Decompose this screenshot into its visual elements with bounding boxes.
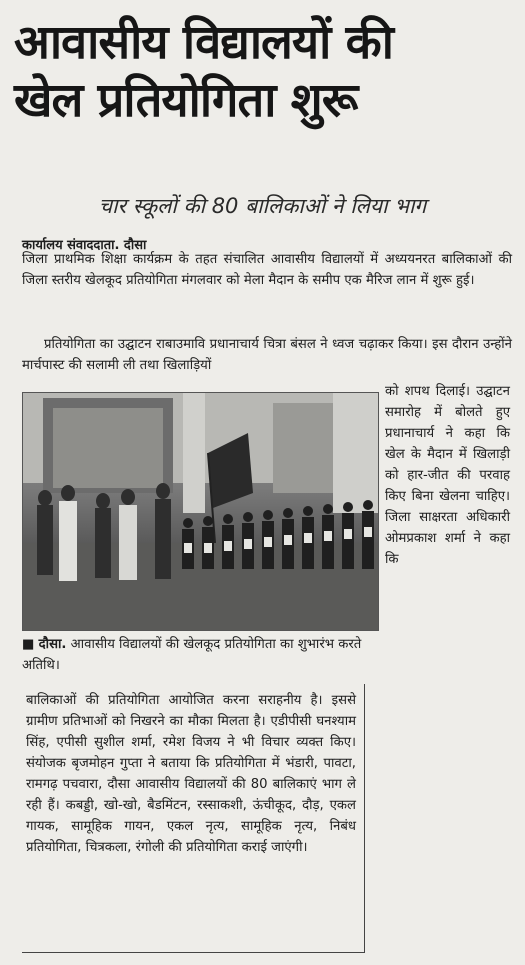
- news-photo: [22, 392, 379, 631]
- march-past-photo: [23, 393, 378, 630]
- headline: [14, 14, 514, 130]
- headline-line-2: खेल प्रतियोगिता शुरू: [14, 73, 358, 128]
- caption-bullet-icon: ■: [22, 637, 35, 652]
- caption-text: आवासीय विद्यालयों की खेलकूद प्रतियोगिता का शुभारंभ करते अतिथि।: [22, 637, 362, 673]
- dateline: कार्यालय संवाददाता. दौसा: [22, 238, 147, 253]
- photo-caption: [22, 634, 382, 676]
- caption-place: दौसा.: [38, 637, 67, 652]
- side-column-text: को शपथ दिलाई। उद्घाटन समारोह में बोलते हुए प्रधानाचार्य ने कहा कि खेल के मैदान में खिलाड़ी को हार-जीत की परवाह किए बिना खेलना चाहिए। जिला साक्षरता अधिकारी ओमप्रकाश शर्मा ने कहा कि: [385, 384, 510, 567]
- headline-line-1: आवासीय विद्यालयों की: [14, 15, 393, 70]
- subheadline: चार स्कूलों की 80 बालिकाओं ने लिया भाग: [98, 194, 427, 218]
- paragraph-1: जिला प्राथमिक शिक्षा कार्यक्रम के तहत संचालित आवासीय विद्यालयों में अध्ययनरत बालिकाओं की जिला स्तरीय खेलकूद प्रतियोगिता मंगलवार को मेला मैदान के समीप एक मैरिज लान में शुरू हुई।: [22, 252, 512, 288]
- paragraph-2: प्रतियोगिता का उद्घाटन राबाउमावि प्रधानाचार्य चित्रा बंसल ने ध्वज चढ़ाकर किया। इस दौरान उन्होंने मार्चपास्ट की सलामी ली तथा खिलाड़ियों: [22, 337, 512, 373]
- paragraph-3: बालिकाओं की प्रतियोगिता आयोजित करना सराहनीय है। इससे ग्रामीण प्रतिभाओं को निखरने का मौका मिलता है। एडीपीसी घनश्याम सिंह, एपीसी सुशील शर्मा, रमेश विजय ने भी विचार व्यक्त किए। संयोजक बृजमोहन गुप्ता ने बताया कि प्रतियोगिता में भंडारी, पावटा, रामगढ़ पचवारा, दौसा आवासीय विद्यालयों की 80 बालिकाएं भाग ले रही हैं। कबड्डी, खो-खो, बैडमिंटन, रस्साकशी, ऊंचीकूद, दौड़, एकल गायक, सामूहिक गायन, एकल नृत्य, सामूहिक नृत्य, निबंध प्रतियोगिता, चित्रकला, रंगोली की प्रतियोगिता कराई जाएंगी।: [26, 693, 356, 855]
